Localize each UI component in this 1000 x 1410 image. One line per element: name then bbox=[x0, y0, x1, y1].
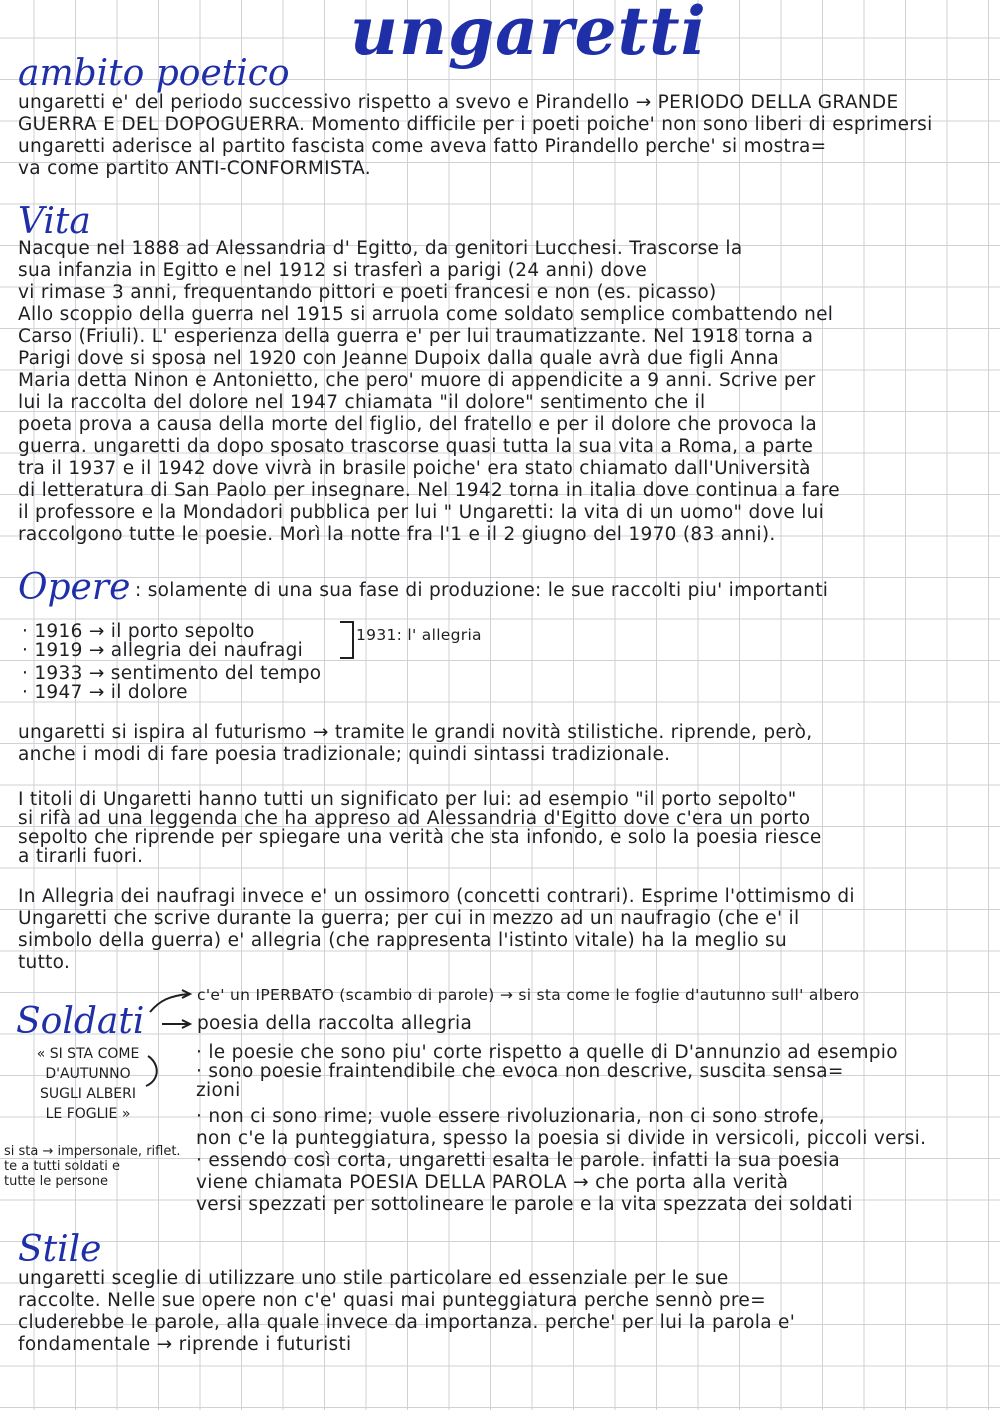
text-line: sua infanzia in Egitto e nel 1912 si trasferì a parigi (24 anni) dove bbox=[18, 260, 648, 281]
text-line: In Allegria dei naufragi invece e' un ossimoro (concetti contrari). Esprime l'ottimismo di bbox=[18, 886, 855, 907]
quote-line: « SI STA COME bbox=[36, 1046, 140, 1062]
heading-ambito-poetico: ambito poetico bbox=[18, 53, 290, 94]
text-line: Carso (Friuli). L' esperienza della guerra e' per lui traumatizzante. Nel 1918 torna a bbox=[18, 326, 814, 347]
text-line: ungaretti aderisce al partito fascista come aveva fatto Pirandello perche' si mostra= bbox=[18, 136, 827, 157]
text-line: tutto. bbox=[18, 952, 71, 973]
text-line: Allo scoppio della guerra nel 1915 si arruola come soldato semplice combattendo nel bbox=[18, 304, 834, 325]
text-line: GUERRA E DEL DOPOGUERRA. Momento difficile per i poeti poiche' non sono liberi di esprimersi bbox=[18, 114, 933, 135]
text-line: il professore e la Mondadori pubblica per lui " Ungaretti: la vita di un uomo" dove lui bbox=[18, 502, 825, 523]
note-line: tutte le persone bbox=[4, 1174, 108, 1189]
text-line: si rifà ad una leggenda che ha appreso ad Alessandria d'Egitto dove c'era un porto bbox=[18, 809, 811, 828]
list-item: · 1947 → il dolore bbox=[22, 683, 188, 702]
soldati-iperbato-note: c'e' un IPERBATO (scambio di parole) → si sta come le foglie d'autunno sull' albero bbox=[197, 986, 860, 1004]
text-line: Maria detta Ninon e Antonietto, che pero' muore di appendicite a 9 anni. Scrive per bbox=[18, 370, 816, 391]
bullet-line: · essendo così corta, ungaretti esalta le parole. infatti la sua poesia bbox=[196, 1150, 840, 1171]
text-line: Nacque nel 1888 ad Alessandria d' Egitto, da genitori Lucchesi. Trascorse la bbox=[18, 238, 743, 259]
text-line: sepolto che riprende per spiegare una verità che sta infondo, e solo la poesia riesce bbox=[18, 828, 822, 847]
soldati-side-note bbox=[4, 1144, 204, 1189]
text-line: ungaretti e' del periodo successivo rispetto a svevo e Pirandello → PERIODO DELLA GRANDE bbox=[18, 92, 899, 113]
note-line: te a tutti soldati e bbox=[4, 1159, 120, 1174]
heading-stile: Stile bbox=[18, 1229, 102, 1270]
bullet-line: · sono poesie fraintendibile che evoca non descrive, suscita sensa= bbox=[196, 1062, 844, 1081]
bullet-line: zioni bbox=[196, 1081, 241, 1100]
note-line: si sta → impersonale, riflet. bbox=[4, 1144, 181, 1159]
quote-line: SUGLI ALBERI bbox=[39, 1086, 137, 1102]
stile-paragraph bbox=[18, 1268, 993, 1356]
text-line: va come partito ANTI-CONFORMISTA. bbox=[18, 158, 371, 179]
heading-soldati: Soldati bbox=[16, 1001, 145, 1042]
soldati-bullets bbox=[196, 1043, 996, 1216]
text-line: lui la raccolta del dolore nel 1947 chiamata "il dolore" sentimento che il bbox=[18, 392, 706, 413]
text-line: simbolo della guerra) e' allegria (che rappresenta l'istinto vitale) ha la meglio su bbox=[18, 930, 788, 951]
text-line: vi rimase 3 anni, frequentando pittori e poeti francesi e non (es. picasso) bbox=[18, 282, 717, 303]
text-line: ungaretti sceglie di utilizzare uno stile particolare ed essenziale per le sue bbox=[18, 1268, 729, 1289]
text-line: poeta prova a causa della morte del figlio, del fratello e per il dolore che provoca la bbox=[18, 414, 818, 435]
text-line: di letteratura di San Paolo per insegnare. Nel 1942 torna in italia dove continua a fare bbox=[18, 480, 840, 501]
text-line: raccolte. Nelle sue opere non c'e' quasi mai punteggiatura perche sennò pre= bbox=[18, 1290, 766, 1311]
heading-opere: Opere bbox=[18, 567, 131, 608]
text-line: Parigi dove si sposa nel 1920 con Jeanne Dupoix dalla quale avrà due figli Anna bbox=[18, 348, 780, 369]
text-line: a tirarli fuori. bbox=[18, 847, 144, 866]
text-line: fondamentale → riprende i futuristi bbox=[18, 1334, 352, 1355]
text-line: anche i modi di fare poesia tradizionale; quindi sintassi tradizionale. bbox=[18, 744, 671, 765]
bullet-line: versi spezzati per sottolineare le parole e la vita spezzata dei soldati bbox=[196, 1194, 853, 1215]
bullet-line: viene chiamata POESIA DELLA PAROLA → che porta alla verità bbox=[196, 1172, 789, 1193]
bullet-line: · non ci sono rime; vuole essere rivoluzionaria, non ci sono strofe, bbox=[196, 1106, 825, 1127]
heading-vita: Vita bbox=[18, 201, 91, 242]
bullet-line: · le poesie che sono piu' corte rispetto a quelle di D'annunzio ad esempio bbox=[196, 1043, 898, 1062]
text-line: guerra. ungaretti da dopo sposato trascorse quasi tutta la sua vita a Roma, a parte bbox=[18, 436, 814, 457]
list-item: · 1919 → allegria dei naufragi bbox=[22, 641, 304, 660]
bullet-line: non c'e la punteggiatura, spesso la poesia si divide in versicoli, piccoli versi. bbox=[196, 1128, 927, 1149]
text-line: tra il 1937 e il 1942 dove vivrà in brasile poiche' era stato chiamato dall'Università bbox=[18, 458, 811, 479]
quote-line: D'AUTUNNO bbox=[45, 1066, 131, 1082]
page-title: ungaretti bbox=[350, 0, 707, 70]
opere-merge-note: 1931: l' allegria bbox=[356, 626, 482, 644]
text-line: I titoli di Ungaretti hanno tutti un significato per lui: ad esempio "il porto sepolto" bbox=[18, 790, 797, 809]
soldati-poem-quote bbox=[8, 1044, 168, 1124]
text-line: ungaretti si ispira al futurismo → tramite le grandi novità stilistiche. riprende, però, bbox=[18, 722, 813, 743]
opere-intro: : solamente di una sua fase di produzione: le sue raccolti piu' importanti bbox=[135, 580, 829, 601]
list-item: · 1933 → sentimento del tempo bbox=[22, 664, 322, 683]
text-line: Ungaretti che scrive durante la guerra; per cui in mezzo ad un naufragio (che e' il bbox=[18, 908, 800, 929]
text-line: cluderebbe le parole, alla quale invece da importanza. perche' per lui la parola e' bbox=[18, 1312, 796, 1333]
quote-line: LE FOGLIE » bbox=[45, 1106, 131, 1122]
list-item: · 1916 → il porto sepolto bbox=[22, 622, 255, 641]
soldati-raccolta-note: poesia della raccolta allegria bbox=[197, 1013, 473, 1034]
text-line: raccolgono tutte le poesie. Morì la notte fra l'1 e il 2 giugno del 1970 (83 anni). bbox=[18, 524, 776, 545]
